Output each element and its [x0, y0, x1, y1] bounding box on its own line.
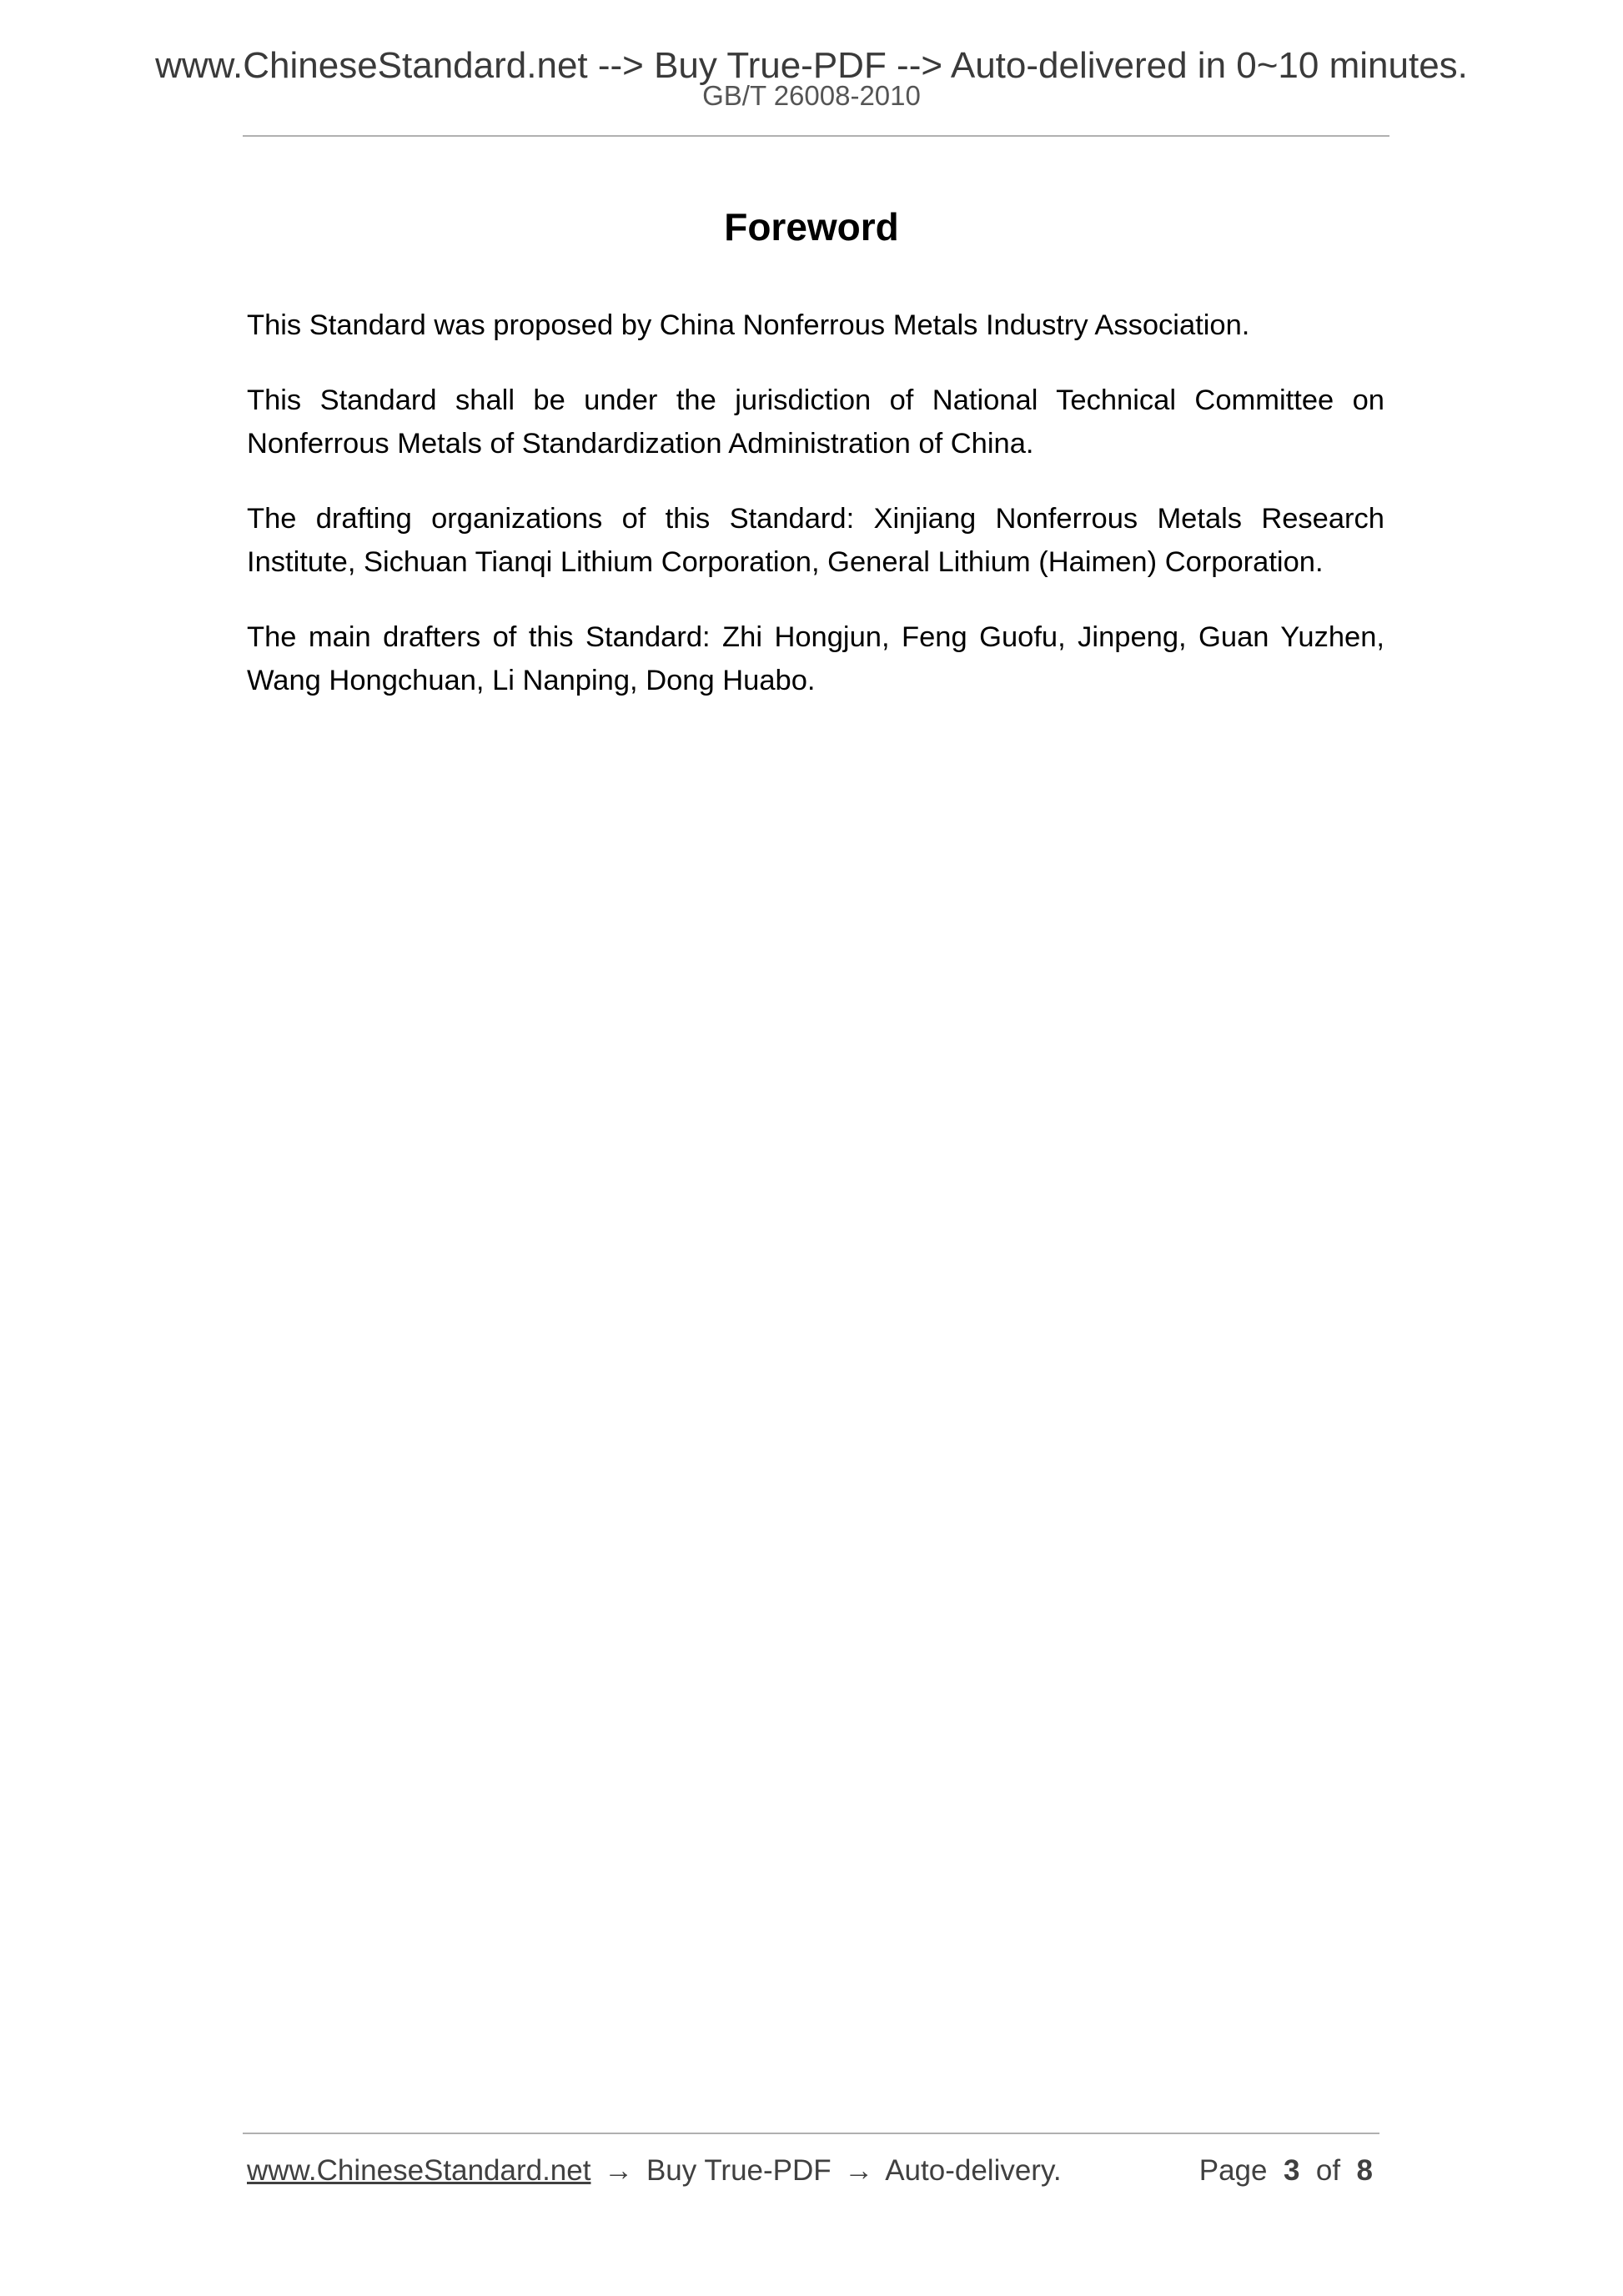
right-arrow-icon: → [844, 2154, 874, 2187]
page-title: Foreword [724, 205, 899, 249]
page-total: 8 [1356, 2154, 1373, 2187]
page-current: 3 [1283, 2154, 1300, 2187]
paragraph-jurisdiction: This Standard shall be under the jurisdiction of National Technical Committee on Nonferrous Metals of Standardization Administration of China. [247, 384, 1384, 460]
footer-site-link[interactable]: www.ChineseStandard.net [247, 2154, 591, 2187]
paragraph-main-drafters: The main drafters of this Standard: Zhi Hongjun, Feng Guofu, Jinpeng, Guan Yuzhen, Wang Hongchuan, Li Nanping, Dong Huabo. [247, 621, 1384, 696]
page-label: Page [1198, 2154, 1268, 2187]
header-banner: www.ChineseStandard.net --> Buy True-PDF --> Auto-delivered in 0~10 minutes. [155, 45, 1468, 86]
paragraph-proposer: This Standard was proposed by China Nonferrous Metals Industry Association. [247, 309, 1250, 341]
foreword-body [247, 304, 1384, 734]
right-arrow-icon: → [604, 2154, 634, 2187]
page-number [1199, 2152, 1373, 2190]
document-code: GB/T 26008-2010 [702, 80, 921, 111]
footer-buy-text: Buy True-PDF [646, 2154, 832, 2187]
page-of-label: of [1315, 2154, 1341, 2187]
footer-delivery-text: Auto-delivery. [885, 2154, 1062, 2187]
footer-divider [243, 2133, 1379, 2134]
paragraph-drafting-organizations: The drafting organizations of this Standard: Xinjiang Nonferrous Metals Research Institute, Sichuan Tianqi Lithium Corporation, General Lithium (Haimen) Corporation. [247, 503, 1384, 578]
header-divider [243, 135, 1389, 137]
footer-promo [247, 2152, 1062, 2190]
